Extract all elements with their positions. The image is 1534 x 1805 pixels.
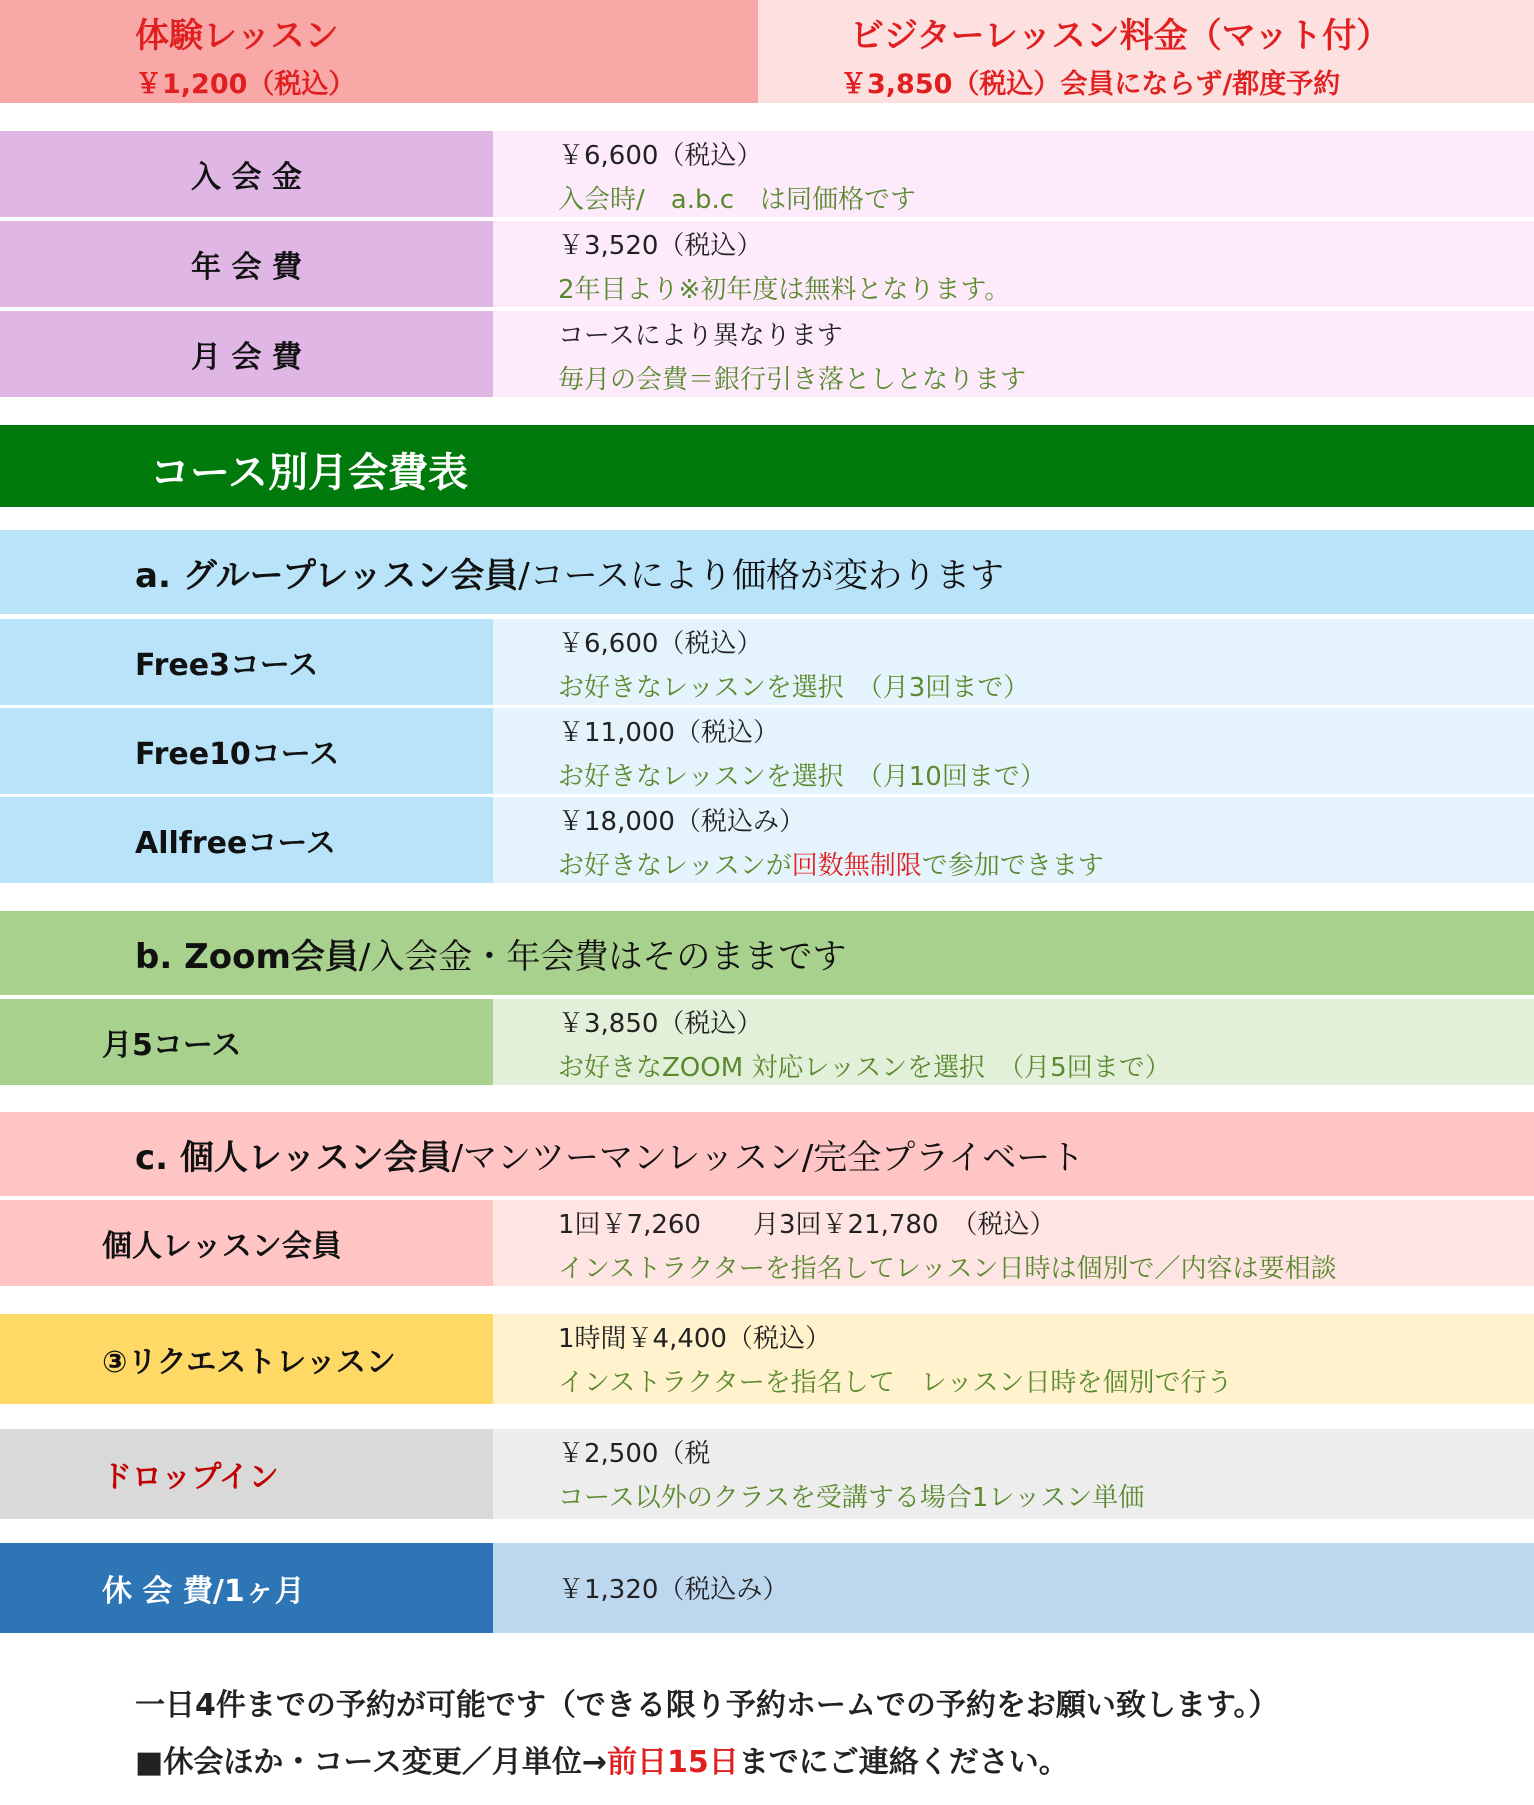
request-desc: インストラクターを指名して レッスン日時を個別で行う xyxy=(558,1368,1233,1398)
zoom-row-month5 xyxy=(0,999,1534,1085)
visitor-block xyxy=(758,0,1534,103)
zoom-header xyxy=(0,911,1534,995)
request-label: ③リクエストレッスン xyxy=(0,1314,493,1404)
dropin-row xyxy=(0,1429,1534,1519)
zoom-subtitle: /入会金・年会費はそのままです xyxy=(358,936,847,977)
course-price: ￥3,850（税込） xyxy=(558,1009,763,1039)
note-deadline-post: までにご連絡ください。 xyxy=(738,1745,1069,1780)
dropin-price: ￥2,500（税 xyxy=(558,1439,711,1469)
course-price: ￥18,000（税込み） xyxy=(558,807,805,837)
fee-label: 入 会 金 xyxy=(0,131,493,217)
course-table-title: コース別月会費表 xyxy=(150,450,468,496)
fee-value: コースにより異なります xyxy=(558,321,843,351)
note-deadline-pre: ■休会ほか・コース変更／月単位→ xyxy=(135,1745,607,1780)
visitor-price xyxy=(840,62,1340,101)
course-label: Free3コース xyxy=(0,619,493,705)
course-price: 1回￥7,260 月3回￥21,780 （税込） xyxy=(558,1210,1056,1240)
private-subtitle: /マンツーマンレッスン/完全プライベート xyxy=(451,1137,1085,1178)
course-desc xyxy=(558,845,1104,882)
group-row-free3 xyxy=(0,619,1534,705)
course-price: ￥6,600（税込） xyxy=(558,629,763,659)
note-deadline-highlight: 前日15日 xyxy=(606,1745,739,1780)
leave-price: ￥1,320（税込み） xyxy=(558,1575,789,1605)
leave-label: 休 会 費/1ヶ月 xyxy=(0,1543,493,1633)
visitor-price-text: ￥3,850（税込）会員にならず/都度予約 xyxy=(840,69,1341,100)
course-label: Free10コース xyxy=(0,708,493,794)
zoom-title: b. Zoom会員 xyxy=(135,936,359,977)
course-label: Allfreeコース xyxy=(0,797,493,883)
fee-note: 2年目より※初年度は無料となります。 xyxy=(558,275,1011,305)
course-label: 月5コース xyxy=(0,999,493,1085)
course-label: 個人レッスン会員 xyxy=(0,1200,493,1286)
dropin-desc: コース以外のクラスを受講する場合1レッスン単価 xyxy=(558,1483,1145,1513)
course-desc-post: で参加できます xyxy=(921,851,1104,881)
trial-block xyxy=(0,0,758,103)
note-booking-limit: 一日4件までの予約が可能です（できる限り予約ホームでの予約をお願い致します。） xyxy=(135,1688,1279,1723)
fee-row-admission xyxy=(0,131,1534,217)
private-title: c. 個人レッスン会員 xyxy=(135,1137,452,1178)
course-desc-pre: お好きなレッスンが xyxy=(558,851,792,881)
trial-title: 体験レッスン xyxy=(135,16,339,56)
dropin-label: ドロップイン xyxy=(0,1429,493,1519)
fee-row-annual xyxy=(0,221,1534,307)
fee-label: 月 会 費 xyxy=(0,311,493,397)
visitor-title: ビジターレッスン料金（マット付） xyxy=(850,16,1391,56)
course-desc-highlight: 回数無制限 xyxy=(791,851,922,881)
course-desc: お好きなZOOM 対応レッスンを選択 （月5回まで） xyxy=(558,1053,1171,1083)
request-price: 1時間￥4,400（税込） xyxy=(558,1324,831,1354)
fee-value: ￥6,600（税込） xyxy=(558,141,763,171)
course-price: ￥11,000（税込） xyxy=(558,718,779,748)
course-desc: お好きなレッスンを選択 （月3回まで） xyxy=(558,673,1030,703)
group-header xyxy=(0,530,1534,614)
private-row xyxy=(0,1200,1534,1286)
fee-label: 年 会 費 xyxy=(0,221,493,307)
group-row-free10 xyxy=(0,708,1534,794)
trial-price: ￥1,200（税込） xyxy=(135,69,356,100)
course-desc: お好きなレッスンを選択 （月10回まで） xyxy=(558,762,1046,792)
private-header xyxy=(0,1112,1534,1196)
fee-value: ￥3,520（税込） xyxy=(558,231,763,261)
course-desc: インストラクターを指名してレッスン日時は個別で／内容は要相談 xyxy=(558,1254,1337,1284)
request-row xyxy=(0,1314,1534,1404)
group-subtitle: /コースにより価格が変わります xyxy=(518,555,1005,596)
group-title: a. グループレッスン会員 xyxy=(135,555,519,596)
course-table-title-bar xyxy=(0,425,1534,507)
note-deadline xyxy=(135,1737,1069,1781)
leave-row xyxy=(0,1543,1534,1633)
group-row-allfree xyxy=(0,797,1534,883)
fee-note: 入会時/ a.b.c は同価格です xyxy=(558,185,917,215)
fee-row-monthly xyxy=(0,311,1534,397)
fee-note: 毎月の会費＝銀行引き落としとなります xyxy=(558,365,1027,395)
